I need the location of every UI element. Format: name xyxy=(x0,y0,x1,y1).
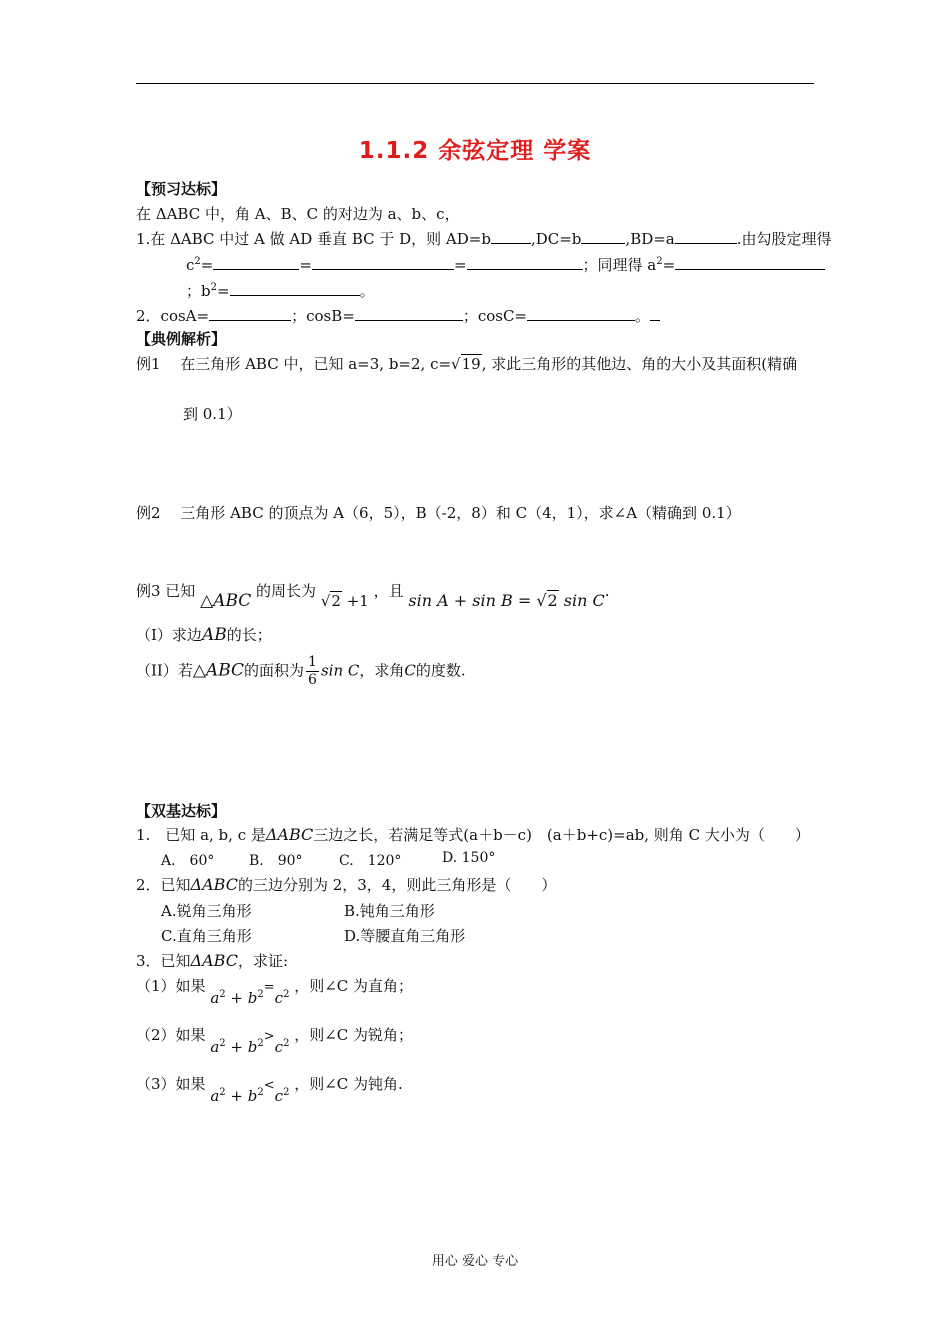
sup-2: 2 xyxy=(283,1087,290,1098)
b-squared-label: ；b xyxy=(186,282,211,300)
fraction-one-sixth xyxy=(306,654,319,689)
triangle-abc: ΔABC xyxy=(190,875,238,894)
eq-sign-3: = xyxy=(453,256,467,274)
var-b: b xyxy=(247,1038,258,1056)
ex1-text-b: , 求此三角形的其他边、角的大小及其面积(精确 xyxy=(481,355,798,373)
example-3-part-ii xyxy=(136,654,466,689)
drill-q1-text-b: 三边之长，若满足等式(a＋b－c) (a＋b+c)=ab, 则角 C 大小为（ ） xyxy=(313,826,810,844)
section-heading-drill: 【双基达标】 xyxy=(136,802,227,820)
q1-text-b: ,DC=b xyxy=(530,230,582,248)
numerator: 1 xyxy=(308,654,317,670)
sup-2: 2 xyxy=(283,1038,290,1049)
sqrt-2: √2 xyxy=(536,591,558,610)
blank-b2[interactable] xyxy=(230,281,360,296)
drill-q2 xyxy=(136,874,556,895)
ex3-text-c: ，且 xyxy=(373,582,404,600)
sqrt-2: √2 xyxy=(320,592,341,610)
blank-dc[interactable] xyxy=(581,229,625,244)
plus-sign: + xyxy=(225,989,248,1007)
drill-q3-text-b: ，求证: xyxy=(237,952,289,970)
page-footer: 用心 爱心 专心 xyxy=(431,1254,519,1269)
q1-text-a: 1.在 ΔABC 中过 A 做 AD 垂直 BC 于 D，则 AD=b xyxy=(136,230,491,248)
eq-sign-2: = xyxy=(299,256,312,274)
sup-2: 2 xyxy=(194,256,201,267)
condition-item-1 xyxy=(136,975,414,1007)
same-way-a2: ；同理得 a xyxy=(582,256,657,274)
example-1-cont: 到 0.1） xyxy=(183,405,242,423)
triangle-abc: ΔABC xyxy=(190,951,238,970)
part-i-text-a: （I）求边 xyxy=(136,626,202,644)
drill-q2-option-c[interactable]: C.直角三角形 xyxy=(161,927,252,945)
example-3-part-i xyxy=(136,624,272,645)
cosa-label: 2．cosA= xyxy=(136,307,210,325)
drill-q3-text-a: 3．已知 xyxy=(136,952,191,970)
blank-cosb[interactable] xyxy=(355,306,463,321)
sup-2: 2 xyxy=(283,989,290,1000)
blank-c2-3[interactable] xyxy=(467,255,583,270)
q1-text-d: .由勾股定理得 xyxy=(736,230,832,248)
condition-item-2 xyxy=(136,1024,414,1056)
ex3-text-b: 的周长为 xyxy=(256,582,317,600)
eq-sign-1: = xyxy=(200,256,214,274)
condition-tail: ，则∠C 为直角； xyxy=(294,977,414,995)
var-c: c xyxy=(274,989,284,1007)
c-squared-label: c xyxy=(186,256,195,274)
preview-intro: 在 ΔABC 中，角 A、B、C 的对边为 a、b、c， xyxy=(136,205,460,223)
sine-equation xyxy=(408,591,604,610)
sup-2: 2 xyxy=(219,989,226,1000)
drill-q2-text-a: 2．已知 xyxy=(136,876,191,894)
drill-q2-option-b[interactable]: B.钝角三角形 xyxy=(344,902,435,920)
radicand: 19 xyxy=(461,355,481,373)
blank-c2-1[interactable] xyxy=(213,255,299,270)
blank-tail xyxy=(650,306,660,321)
pythag-expression xyxy=(210,1078,290,1105)
plus-sign: + xyxy=(225,1087,248,1105)
page-title: 1.1.2 余弦定理 学案 xyxy=(358,138,592,164)
example-3 xyxy=(136,580,610,611)
q1-end: 。 xyxy=(359,282,375,300)
sup-2: 2 xyxy=(210,282,217,293)
sqrt-19: √19 xyxy=(451,355,481,373)
blank-c2-2[interactable] xyxy=(312,255,454,270)
condition-tail: ，则∠C 为钝角. xyxy=(294,1075,403,1093)
relation-sign: < xyxy=(263,1078,275,1093)
ex1-text-a: 例1 在三角形 ABC 中，已知 a=3, b=2, c= xyxy=(136,355,452,373)
ex3-text-a: 例3 已知 xyxy=(136,582,196,600)
eq-sign-4: = xyxy=(662,256,676,274)
drill-q1-option-c[interactable]: C. 120° xyxy=(339,853,402,869)
sine-lhs: sin A + sin B = xyxy=(408,591,537,610)
sup-2: 2 xyxy=(257,1087,264,1098)
preview-q1-line1 xyxy=(136,228,832,249)
radicand: 2 xyxy=(547,591,558,610)
preview-q1-line3 xyxy=(186,280,375,301)
condition-label: （3）如果 xyxy=(136,1075,206,1093)
section-heading-preview: 【预习达标】 xyxy=(136,180,227,198)
drill-q1-option-a[interactable]: A. 60° xyxy=(161,853,215,869)
part-ii-text-c: ，求角 xyxy=(359,661,405,680)
var-a: a xyxy=(210,989,220,1007)
side-ab: AB xyxy=(201,625,227,645)
var-b: b xyxy=(247,989,258,1007)
part-i-text-b: 的长； xyxy=(226,626,272,644)
drill-q2-option-d[interactable]: D.等腰直角三角形 xyxy=(344,927,466,945)
q2-end: 。 xyxy=(635,307,651,325)
sup-2: 2 xyxy=(219,1087,226,1098)
var-a: a xyxy=(210,1087,220,1105)
triangle-abc: △ABC xyxy=(200,591,252,611)
ex3-dot: . xyxy=(604,582,610,600)
part-ii-text-a: （II）若 xyxy=(136,661,193,680)
part-ii-text-d: 的度数. xyxy=(415,661,466,680)
perimeter-expr xyxy=(321,592,369,610)
blank-cosc[interactable] xyxy=(527,306,635,321)
blank-ad[interactable] xyxy=(491,229,531,244)
drill-q2-option-a[interactable]: A.锐角三角形 xyxy=(161,902,252,920)
blank-a2[interactable] xyxy=(675,255,825,270)
angle-c: C xyxy=(404,661,416,680)
relation-sign: = xyxy=(263,980,275,995)
q1-text-c: ,BD=a xyxy=(625,230,675,248)
triangle-abc: △ABC xyxy=(192,660,245,681)
radicand: 2 xyxy=(331,592,341,610)
denominator: 6 xyxy=(308,672,317,688)
triangle-abc: ΔABC xyxy=(265,825,314,844)
part-ii-text-b: 的面积为 xyxy=(244,661,305,680)
sine-rhs: sin C xyxy=(558,591,605,610)
pythag-expression xyxy=(210,980,290,1007)
drill-q1-option-d[interactable]: D. 150° xyxy=(442,850,496,866)
var-b: b xyxy=(247,1087,258,1105)
sin-c: sin C xyxy=(320,661,360,680)
condition-tail: ，则∠C 为锐角； xyxy=(294,1026,414,1044)
pythag-expression xyxy=(210,1029,290,1056)
drill-q2-text-b: 的三边分别为 2，3，4，则此三角形是（ ） xyxy=(237,876,557,894)
sup-2: 2 xyxy=(219,1038,226,1049)
condition-label: （1）如果 xyxy=(136,977,206,995)
example-1 xyxy=(136,353,797,374)
condition-label: （2）如果 xyxy=(136,1026,206,1044)
var-a: a xyxy=(210,1038,220,1056)
sup-2: 2 xyxy=(257,989,264,1000)
plus-sign: + xyxy=(225,1038,248,1056)
sup-2: 2 xyxy=(656,256,663,267)
condition-item-3 xyxy=(136,1073,403,1105)
blank-bd[interactable] xyxy=(675,229,737,244)
header-rule xyxy=(136,83,814,84)
cosc-label: ；cosC= xyxy=(462,307,527,325)
preview-q2 xyxy=(136,305,660,326)
relation-sign: > xyxy=(263,1029,275,1044)
example-2: 例2 三角形 ABC 的顶点为 A（6，5），B（-2，8）和 C（4，1），求∠A（精确到 0.1） xyxy=(136,504,741,522)
blank-cosa[interactable] xyxy=(209,306,291,321)
eq-sign-5: = xyxy=(216,282,230,300)
var-c: c xyxy=(274,1087,284,1105)
cosb-label: ；cosB= xyxy=(291,307,355,325)
var-c: c xyxy=(274,1038,284,1056)
section-heading-examples: 【典例解析】 xyxy=(136,330,227,348)
drill-q1-option-b[interactable]: B. 90° xyxy=(249,853,303,869)
preview-q1-line2 xyxy=(186,254,825,275)
drill-q1-text-a: 1. 已知 a, b, c 是 xyxy=(136,826,266,844)
drill-q1 xyxy=(136,824,810,845)
sup-2: 2 xyxy=(257,1038,264,1049)
plus-one: +1 xyxy=(341,592,369,610)
drill-q3 xyxy=(136,950,288,971)
